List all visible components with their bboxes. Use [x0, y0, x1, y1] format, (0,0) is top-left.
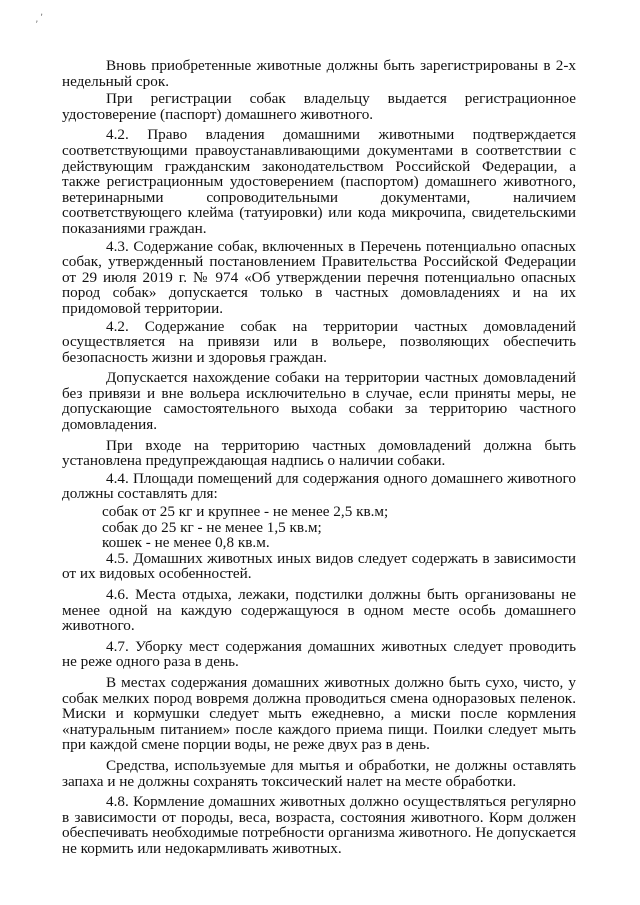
paragraph-other-species: 4.5. Домашних животных иных видов следует содержать в зависимости от их видовых особенностей.	[62, 549, 576, 583]
paragraph-dog-keeping: 4.2. Содержание собак на территории частных домовладений осуществляется на привязи или в вольере, позволяющих обеспечить безопасность жизни и здоровья граждан.	[62, 317, 576, 366]
paragraph-without-leash: Допускается нахождение собаки на территории частных домовладений без привязи и вне вольера исключительно в случае, если приняты меры, не допускающие самостоятельного выхода собаки за территорию частного домовладения.	[62, 369, 576, 434]
list-item: собак от 25 кг и крупнее - не менее 2,5 кв.м;	[102, 503, 389, 521]
paragraph-registration-term: Вновь приобретенные животные должны быть зарегистрированы в 2-х недельный срок.	[62, 57, 576, 90]
document-body	[62, 58, 576, 859]
paragraph-hygiene: В местах содержания домашних животных должно быть сухо, чисто, у собак мелких пород вовремя должна проводиться смена одноразовых пеленок. Миски и кормушки следует мыть ежедневно, а миски после кормления «натуральным питанием» после каждого приема пищи. Поилки следует мыть при каждой смене порции воды, не реже двух раз в день.	[62, 673, 576, 754]
list-item: кошек - не менее 0,8 кв.м.	[102, 534, 270, 552]
paragraph-bedding: 4.6. Места отдыха, лежаки, подстилки должны быть организованы не менее одной на каждую содержащуюся в одном месте особь домашнего животного.	[62, 586, 576, 635]
paragraph-feeding: 4.8. Кормление домашних животных должно осуществляться регулярно в зависимости от породы, веса, возраста, состояния животного. Корм должен обеспечивать необходимые потребности организма животного. Не допускается не кормить или недокармливать животных.	[62, 793, 576, 857]
paragraph-registration-passport: При регистрации собак владельцу выдается регистрационное удостоверение (паспорт) домашнего животного.	[62, 90, 576, 123]
paragraph-ownership: 4.2. Право владения домашними животными подтверждается соответствующими правоустанавливающими документами в соответствии с действующим гражданским законодательством Российской Федерации, а также регистрационным удостоверением (паспортом) домашнего животного, ветеринарными сопроводительными документами, наличием соответствующего клейма (татуировки) или кода микрочипа, свидетельскими показаниями граждан.	[62, 126, 576, 237]
paragraph-area-requirements: 4.4. Площади помещений для содержания одного домашнего животного должны составлять для:	[62, 469, 576, 503]
scan-mark: ‚ ʼ	[34, 13, 45, 25]
paragraph-cleaning-products: Средства, используемые для мытья и обработки, не должны оставлять запаха и не должны сохранять токсический налет на месте обработки.	[62, 756, 576, 790]
paragraph-dangerous-dogs: 4.3. Содержание собак, включенных в Перечень потенциально опасных собак, утвержденный постановлением Правительства Российской Федерации от 29 июля 2019 г. № 974 «Об утверждении перечня потенциально опасных пород собак» допускается только в частных домовладениях и на их придомовой территории.	[62, 237, 576, 317]
paragraph-warning-sign: При входе на территорию частных домовладений должна быть установлена предупреждающая надпись о наличии собаки.	[62, 436, 576, 470]
paragraph-cleaning: 4.7. Уборку мест содержания домашних животных следует проводить не реже одного раза в день.	[62, 637, 576, 671]
list-item: собак до 25 кг - не менее 1,5 кв.м;	[102, 518, 322, 536]
